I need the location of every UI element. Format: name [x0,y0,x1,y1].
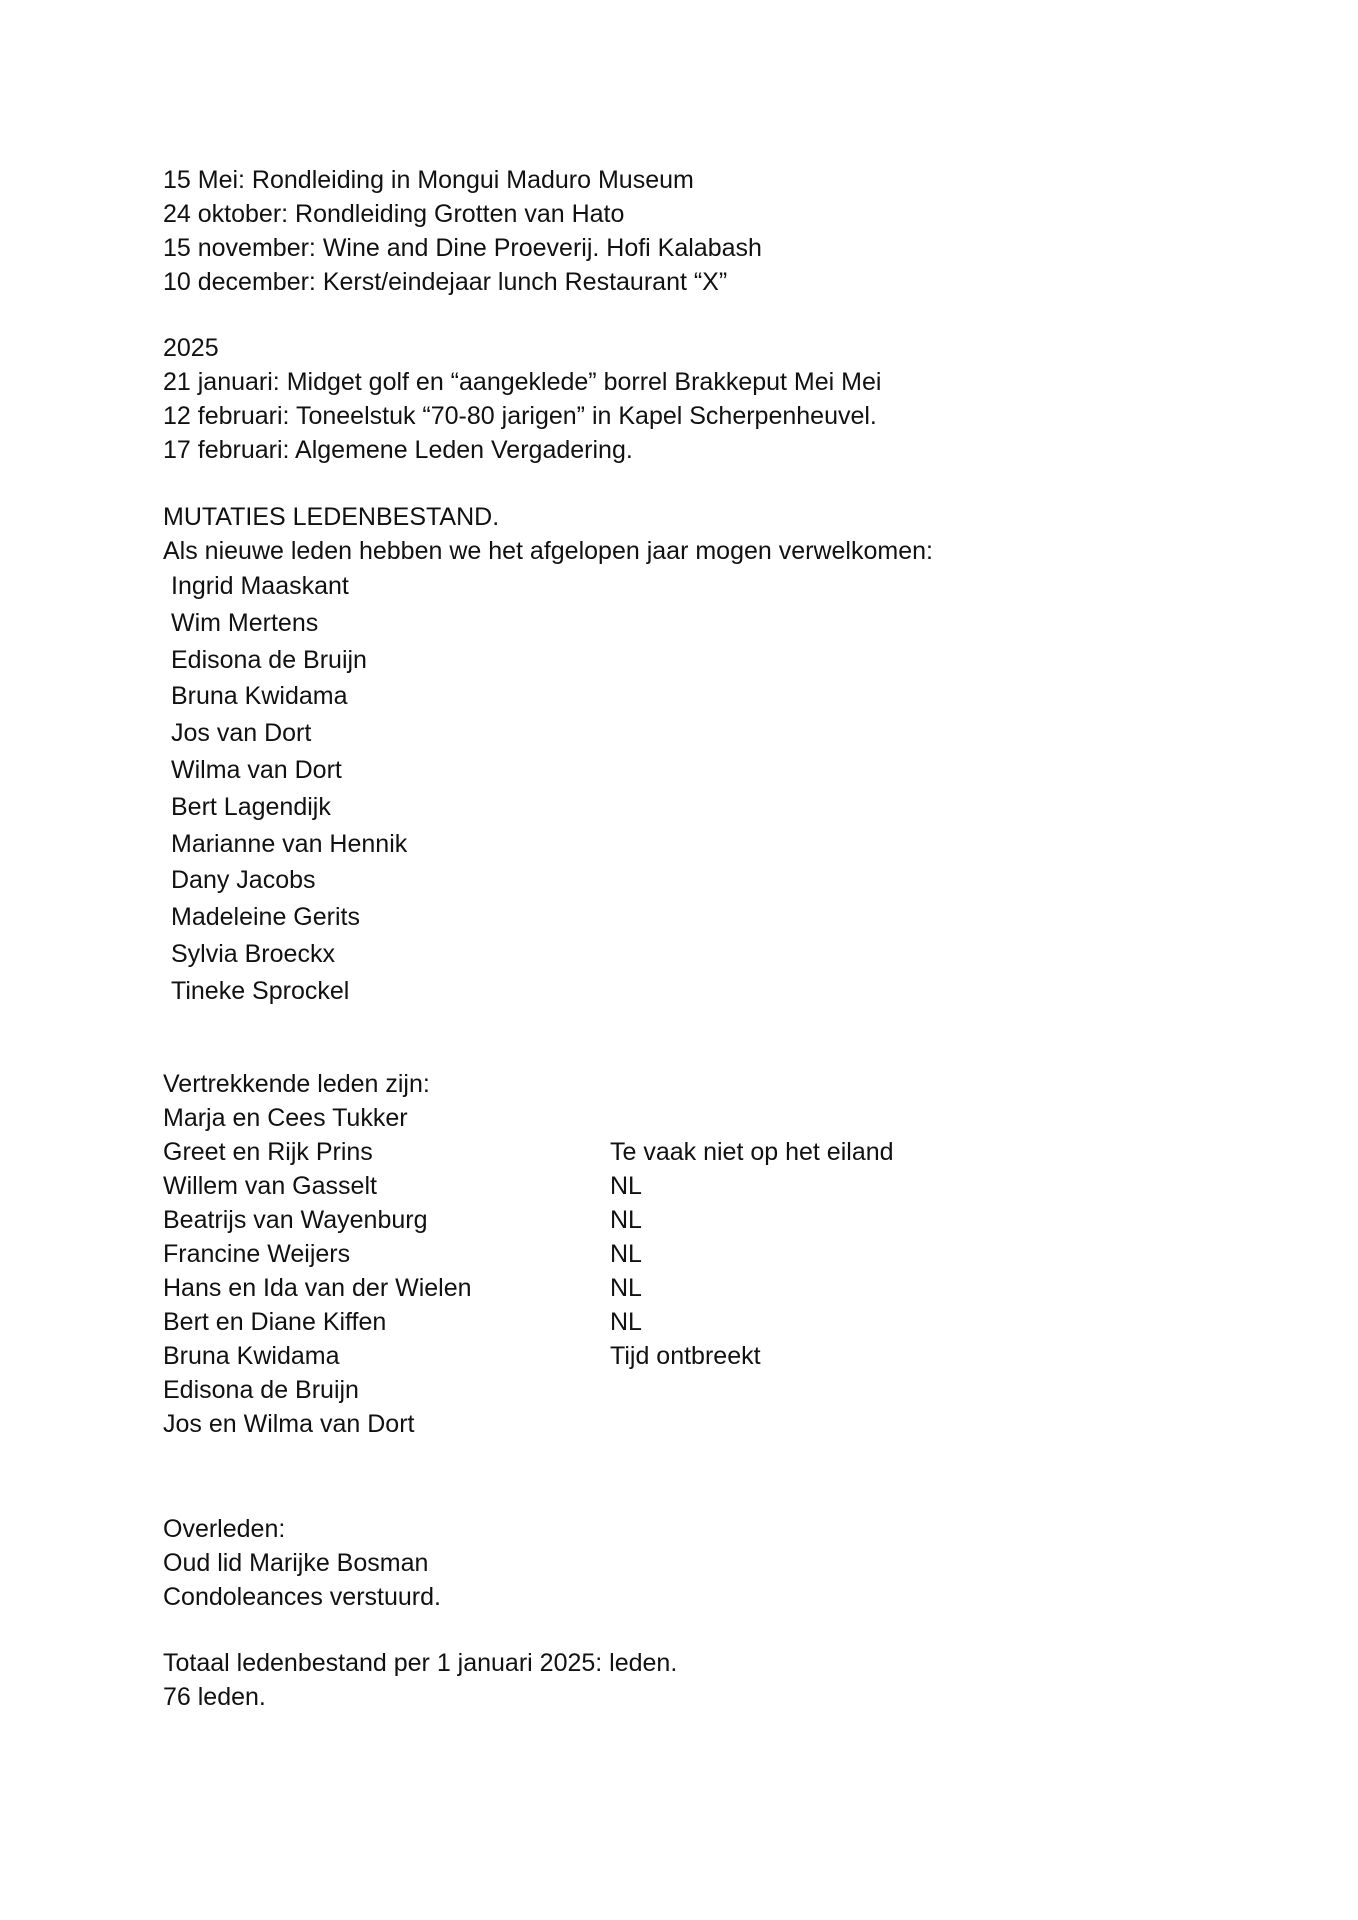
text-line: Oud lid Marijke Bosman [163,1549,429,1577]
event-line: 21 januari: Midget golf en “aangeklede” borrel Brakkeput Mei Mei [163,368,882,396]
leave-reason: NL [610,1308,642,1336]
member-name: Beatrijs van Wayenburg [163,1206,428,1234]
leave-reason: NL [610,1240,642,1268]
departing-section [163,1067,894,1441]
list-item: Ingrid Maaskant [171,572,349,600]
total-line: Totaal ledenbestand per 1 januari 2025: leden. [163,1649,678,1677]
intro-text: Als nieuwe leden hebben we het afgelopen jaar mogen verwelkomen: [163,537,933,565]
new-members-list [163,568,407,1010]
table-row [163,1237,894,1271]
event-line: 12 februari: Toneelstuk “70-80 jarigen” in Kapel Scherpenheuvel. [163,402,877,430]
member-name: Greet en Rijk Prins [163,1138,373,1166]
section-heading: Vertrekkende leden zijn: [163,1070,430,1098]
member-name: Jos en Wilma van Dort [163,1410,415,1438]
member-name: Bert en Diane Kiffen [163,1308,387,1336]
table-row [163,1305,894,1339]
member-name: Willem van Gasselt [163,1172,377,1200]
table-row [163,1135,894,1169]
member-name: Marja en Cees Tukker [163,1104,408,1132]
mutaties-section [163,500,933,568]
list-item: Bert Lagendijk [171,792,331,821]
events-2024-section [163,163,762,299]
events-2025-section [163,331,881,467]
table-row [163,1373,894,1407]
leave-reason: NL [610,1206,642,1234]
total-line: 76 leden. [163,1683,266,1711]
section-heading: Overleden: [163,1515,286,1543]
list-item: Bruna Kwidama [171,682,348,711]
member-name: Bruna Kwidama [163,1342,340,1370]
event-line: 10 december: Kerst/eindejaar lunch Restaurant “X” [163,268,728,296]
leave-reason: NL [610,1274,642,1302]
year-heading: 2025 [163,334,219,362]
table-row [163,1203,894,1237]
list-item: Dany Jacobs [171,866,316,895]
member-name: Hans en Ida van der Wielen [163,1274,472,1302]
table-row [163,1101,894,1135]
table-row [163,1271,894,1305]
table-row [163,1407,894,1441]
list-item: Madeleine Gerits [171,903,360,932]
event-line: 15 Mei: Rondleiding in Mongui Maduro Museum [163,166,694,194]
leave-reason: Te vaak niet op het eiland [610,1138,894,1166]
totals-section [163,1646,677,1714]
event-line: 24 oktober: Rondleiding Grotten van Hato [163,200,625,228]
list-item: Wilma van Dort [171,755,342,784]
leave-reason: NL [610,1172,642,1200]
leave-reason: Tijd ontbreekt [610,1342,761,1370]
table-row [163,1169,894,1203]
member-name: Edisona de Bruijn [163,1376,359,1404]
event-line: 17 februari: Algemene Leden Vergadering. [163,436,633,464]
member-name: Francine Weijers [163,1240,351,1268]
list-item: Wim Mertens [171,608,319,637]
event-line: 15 november: Wine and Dine Proeverij. Hofi Kalabash [163,234,762,262]
section-heading: MUTATIES LEDENBESTAND. [163,503,500,531]
list-item: Edisona de Bruijn [171,645,367,674]
list-item: Sylvia Broeckx [171,939,335,968]
list-item: Marianne van Hennik [171,829,408,858]
list-item: Jos van Dort [171,719,312,748]
table-row [163,1339,894,1373]
list-item: Tineke Sprockel [171,976,350,1005]
deceased-section [163,1512,441,1614]
text-line: Condoleances verstuurd. [163,1583,441,1611]
